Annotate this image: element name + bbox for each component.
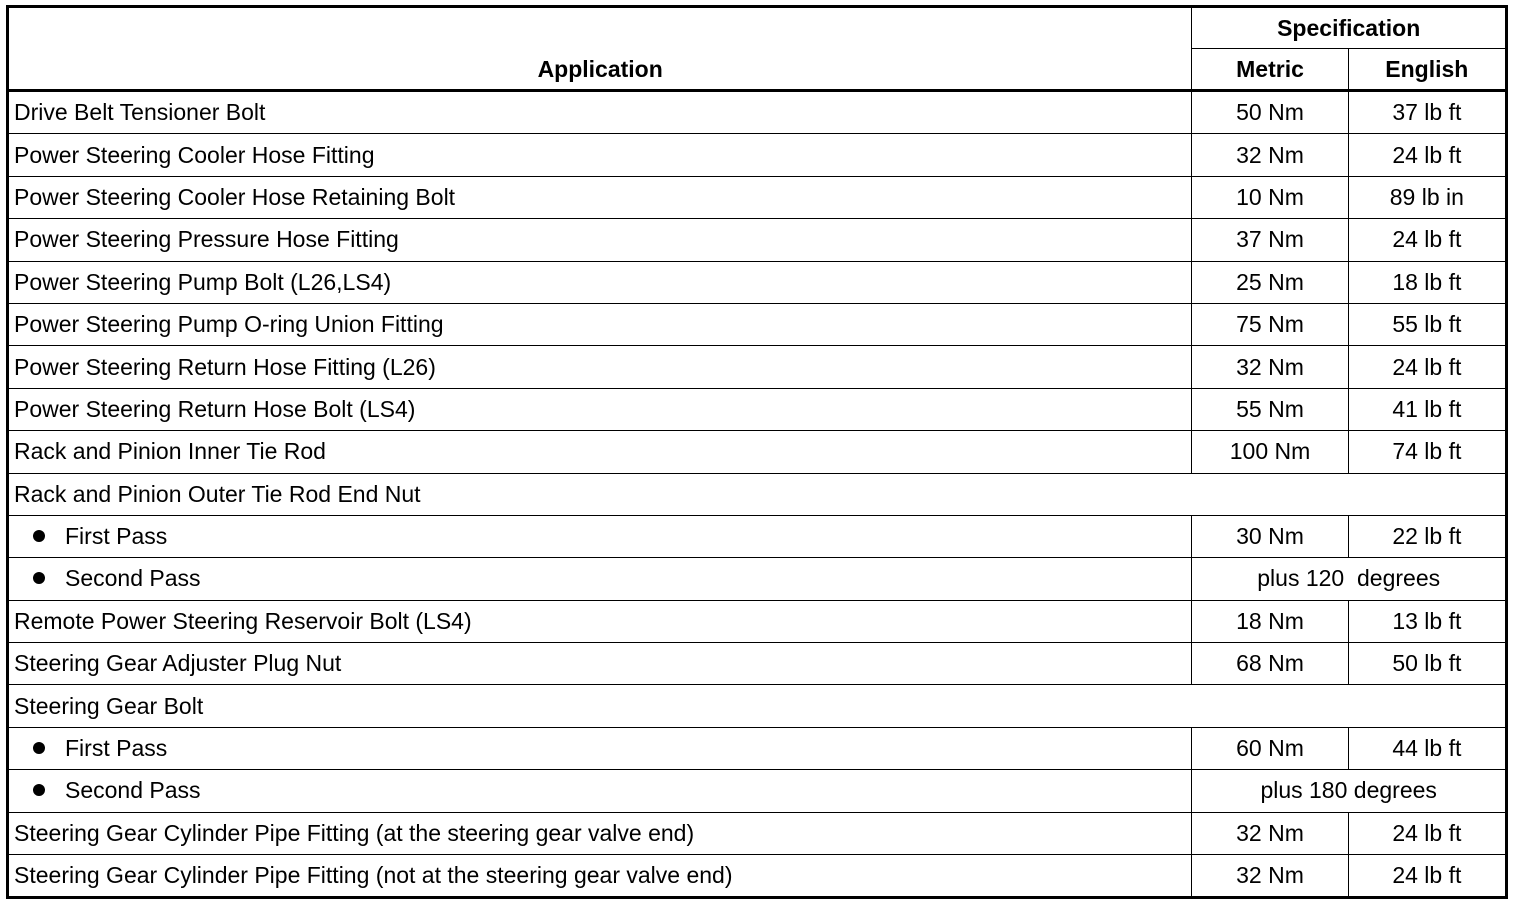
english-cell: 24 lb ft [1348, 134, 1506, 176]
table-header [8, 7, 1507, 91]
application-cell: Power Steering Return Hose Bolt (LS4) [8, 388, 1192, 430]
table-row [8, 727, 1507, 769]
application-cell: Rack and Pinion Outer Tie Rod End Nut [8, 473, 1507, 515]
table-row [8, 770, 1507, 812]
metric-cell: 25 Nm [1192, 261, 1348, 303]
english-cell: 89 lb in [1348, 176, 1506, 218]
metric-cell: 100 Nm [1192, 431, 1348, 473]
metric-cell: 30 Nm [1192, 515, 1348, 557]
specification-cell: plus 180 degrees [1192, 770, 1507, 812]
english-cell: 22 lb ft [1348, 515, 1506, 557]
bullet-icon [33, 742, 45, 754]
application-cell: Rack and Pinion Inner Tie Rod [8, 431, 1192, 473]
metric-cell: 55 Nm [1192, 388, 1348, 430]
table-row [8, 855, 1507, 898]
specification-header: Specification [1192, 7, 1507, 49]
application-label: Second Pass [65, 565, 201, 592]
english-header: English [1348, 49, 1506, 91]
table-row [8, 643, 1507, 685]
application-cell: Power Steering Return Hose Fitting (L26) [8, 346, 1192, 388]
application-label: First Pass [65, 523, 168, 550]
application-label: Second Pass [65, 777, 201, 804]
table-row [8, 91, 1507, 134]
metric-cell: 10 Nm [1192, 176, 1348, 218]
bullet-icon [33, 784, 45, 796]
table-row [8, 303, 1507, 345]
metric-cell: 60 Nm [1192, 727, 1348, 769]
metric-cell: 37 Nm [1192, 219, 1348, 261]
application-cell [8, 727, 1192, 769]
application-cell [8, 770, 1192, 812]
application-cell: Power Steering Cooler Hose Fitting [8, 134, 1192, 176]
application-cell [8, 558, 1192, 600]
table-body [8, 91, 1507, 898]
english-cell: 41 lb ft [1348, 388, 1506, 430]
english-cell: 55 lb ft [1348, 303, 1506, 345]
application-cell: Power Steering Pump O-ring Union Fitting [8, 303, 1192, 345]
english-cell: 24 lb ft [1348, 346, 1506, 388]
english-cell: 24 lb ft [1348, 812, 1506, 854]
specification-cell: plus 120 degrees [1192, 558, 1507, 600]
metric-cell: 32 Nm [1192, 134, 1348, 176]
application-cell [8, 515, 1192, 557]
table-row [8, 812, 1507, 854]
metric-cell: 32 Nm [1192, 855, 1348, 898]
application-header: Application [8, 7, 1192, 91]
application-cell: Power Steering Cooler Hose Retaining Bolt [8, 176, 1192, 218]
table-row [8, 261, 1507, 303]
application-cell: Steering Gear Adjuster Plug Nut [8, 643, 1192, 685]
application-label: First Pass [65, 735, 168, 762]
english-cell: 44 lb ft [1348, 727, 1506, 769]
application-cell: Power Steering Pump Bolt (L26,LS4) [8, 261, 1192, 303]
metric-cell: 32 Nm [1192, 346, 1348, 388]
table-row [8, 558, 1507, 600]
fastener-spec-table [6, 5, 1508, 899]
application-cell: Steering Gear Bolt [8, 685, 1507, 727]
table-row [8, 219, 1507, 261]
table-row [8, 685, 1507, 727]
english-cell: 13 lb ft [1348, 600, 1506, 642]
bullet-icon [33, 530, 45, 542]
table-row [8, 176, 1507, 218]
english-cell: 18 lb ft [1348, 261, 1506, 303]
bullet-icon [33, 572, 45, 584]
english-cell: 50 lb ft [1348, 643, 1506, 685]
table-row [8, 473, 1507, 515]
application-cell: Steering Gear Cylinder Pipe Fitting (at the steering gear valve end) [8, 812, 1192, 854]
table-row [8, 431, 1507, 473]
table-row [8, 134, 1507, 176]
table-row [8, 388, 1507, 430]
english-cell: 24 lb ft [1348, 855, 1506, 898]
metric-cell: 68 Nm [1192, 643, 1348, 685]
application-cell: Steering Gear Cylinder Pipe Fitting (not at the steering gear valve end) [8, 855, 1192, 898]
application-cell: Remote Power Steering Reservoir Bolt (LS4) [8, 600, 1192, 642]
application-cell: Drive Belt Tensioner Bolt [8, 91, 1192, 134]
table-row [8, 346, 1507, 388]
table-row [8, 600, 1507, 642]
table-row [8, 515, 1507, 557]
english-cell: 37 lb ft [1348, 91, 1506, 134]
metric-header: Metric [1192, 49, 1348, 91]
metric-cell: 32 Nm [1192, 812, 1348, 854]
metric-cell: 75 Nm [1192, 303, 1348, 345]
application-cell: Power Steering Pressure Hose Fitting [8, 219, 1192, 261]
english-cell: 24 lb ft [1348, 219, 1506, 261]
metric-cell: 50 Nm [1192, 91, 1348, 134]
english-cell: 74 lb ft [1348, 431, 1506, 473]
metric-cell: 18 Nm [1192, 600, 1348, 642]
